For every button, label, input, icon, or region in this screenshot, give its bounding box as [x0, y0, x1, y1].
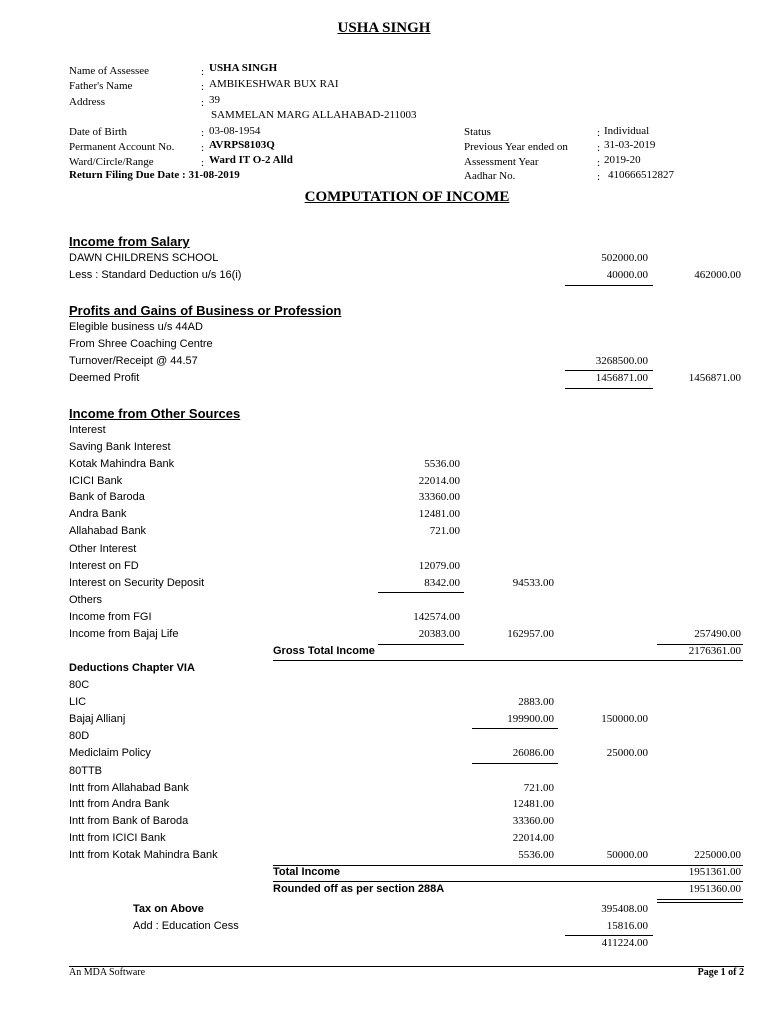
business-line1: Elegible business u/s 44AD — [69, 321, 203, 333]
colon: : — [597, 157, 601, 169]
turnover-label: Turnover/Receipt @ 44.57 — [69, 355, 198, 367]
fd-amount: 12079.00 — [418, 560, 460, 572]
ay-value: 2019-20 — [604, 154, 641, 166]
father-label: Father's Name — [69, 80, 133, 92]
intt-label: Intt from Kotak Mahindra Bank — [69, 849, 218, 861]
security-amount: 8342.00 — [424, 577, 460, 589]
gti-amount: 2176361.00 — [688, 645, 741, 657]
footer-software: An MDA Software — [69, 967, 146, 978]
intt-label: Intt from Allahabad Bank — [69, 782, 189, 794]
colon: : — [201, 66, 205, 78]
page-number: Page 1 of 2 — [697, 967, 744, 978]
divider — [565, 935, 653, 936]
security-label: Interest on Security Deposit — [69, 577, 205, 589]
name-value: USHA SINGH — [209, 62, 278, 74]
ward-value: Ward IT O-2 Alld — [209, 154, 293, 166]
gti-label: Gross Total Income — [273, 645, 375, 657]
mediclaim-label: Mediclaim Policy — [69, 747, 151, 759]
father-value: AMBIKESHWAR BUX RAI — [209, 78, 339, 90]
bank-amount: 12481.00 — [418, 508, 460, 520]
intt-amount: 33360.00 — [512, 815, 554, 827]
bajaj-life-label: Income from Bajaj Life — [69, 628, 179, 640]
lic-label: LIC — [69, 696, 87, 708]
prev-year-label: Previous Year ended on — [464, 141, 568, 153]
salary-section-title: Income from Salary — [69, 234, 190, 249]
pan-value: AVRPS8103Q — [209, 139, 275, 151]
other-section-title: Income from Other Sources — [69, 406, 241, 421]
others-subtotal: 162957.00 — [507, 628, 554, 640]
colon: : — [201, 157, 205, 169]
80d-allowed: 25000.00 — [606, 747, 648, 759]
colon: : — [201, 127, 205, 139]
divider — [378, 592, 464, 593]
bajaj-life-amount: 20383.00 — [418, 628, 460, 640]
80ttb-allowed: 50000.00 — [606, 849, 648, 861]
deductions-title: Deductions Chapter VIA — [69, 662, 195, 674]
other-interest-heading: Other Interest — [69, 543, 137, 555]
deemed-label: Deemed Profit — [69, 372, 140, 384]
status-value: Individual — [604, 125, 650, 137]
computation-heading: COMPUTATION OF INCOME — [304, 189, 510, 205]
fgi-amount: 142574.00 — [413, 611, 460, 623]
salary-deduction-amount: 40000.00 — [606, 269, 648, 281]
fgi-label: Income from FGI — [69, 611, 152, 623]
bajaj-allianz-amount: 199900.00 — [507, 713, 554, 725]
divider — [565, 388, 653, 389]
cess-amount: 15816.00 — [606, 920, 648, 932]
section-80c: 80C — [69, 679, 90, 691]
salary-employer-amount: 502000.00 — [601, 252, 648, 264]
intt-label: Intt from Bank of Baroda — [69, 815, 189, 827]
divider — [472, 763, 558, 764]
intt-amount: 721.00 — [523, 782, 554, 794]
deductions-total: 225000.00 — [694, 849, 741, 861]
bank-label: Andra Bank — [69, 508, 127, 520]
bank-label: Allahabad Bank — [69, 525, 147, 537]
prev-year-value: 31-03-2019 — [604, 139, 656, 151]
total-income-label: Total Income — [273, 866, 341, 878]
bank-label: Bank of Baroda — [69, 491, 145, 503]
divider — [657, 902, 743, 903]
colon: : — [597, 127, 601, 139]
pan-label: Permanent Account No. — [69, 141, 175, 153]
interest-heading: Interest — [69, 424, 106, 436]
colon: : — [597, 171, 601, 183]
bank-label: ICICI Bank — [69, 475, 123, 487]
name-label: Name of Assessee — [69, 65, 150, 77]
dob-label: Date of Birth — [69, 126, 128, 138]
tax-label: Tax on Above — [133, 903, 204, 915]
divider — [472, 728, 558, 729]
ay-label: Assessment Year — [464, 156, 539, 168]
section-80d: 80D — [69, 730, 90, 742]
rounded-amount: 1951360.00 — [688, 883, 741, 895]
others-heading: Others — [69, 594, 103, 606]
colon: : — [201, 81, 205, 93]
colon: : — [201, 97, 205, 109]
ward-label: Ward/Circle/Range — [69, 156, 154, 168]
bajaj-allianz-label: Bajaj Allianj — [69, 713, 126, 725]
80c-allowed: 150000.00 — [601, 713, 648, 725]
fd-label: Interest on FD — [69, 560, 139, 572]
address-label: Address — [69, 96, 106, 108]
divider — [378, 644, 464, 645]
divider — [273, 660, 743, 661]
salary-deduction-label: Less : Standard Deduction u/s 16(i) — [69, 269, 242, 281]
business-section-title: Profits and Gains of Business or Profession — [69, 303, 342, 318]
bank-amount: 721.00 — [429, 525, 460, 537]
rounded-label: Rounded off as per section 288A — [273, 883, 445, 895]
due-date: Return Filing Due Date : 31-08-2019 — [69, 169, 240, 181]
tax-amount: 395408.00 — [601, 903, 648, 915]
tax-total: 411224.00 — [601, 937, 648, 949]
colon: : — [201, 142, 205, 154]
section-80ttb: 80TTB — [69, 765, 103, 777]
deemed-amount: 1456871.00 — [595, 372, 648, 384]
intt-amount: 22014.00 — [512, 832, 554, 844]
intt-amount: 5536.00 — [518, 849, 554, 861]
bank-amount: 33360.00 — [418, 491, 460, 503]
business-line2: From Shree Coaching Centre — [69, 338, 213, 350]
deemed-total: 1456871.00 — [688, 372, 741, 384]
saving-bank-heading: Saving Bank Interest — [69, 441, 171, 453]
bank-label: Kotak Mahindra Bank — [69, 458, 175, 470]
divider — [565, 285, 653, 286]
intt-amount: 12481.00 — [512, 798, 554, 810]
dob-value: 03-08-1954 — [209, 125, 261, 137]
salary-net: 462000.00 — [694, 269, 741, 281]
divider — [565, 370, 653, 371]
lic-amount: 2883.00 — [518, 696, 554, 708]
page-title: USHA SINGH — [337, 20, 431, 36]
cess-label: Add : Education Cess — [133, 920, 239, 932]
divider — [657, 899, 743, 900]
aadhar-label: Aadhar No. — [464, 170, 516, 182]
intt-label: Intt from ICICI Bank — [69, 832, 166, 844]
bank-amount: 5536.00 — [424, 458, 460, 470]
intt-label: Intt from Andra Bank — [69, 798, 170, 810]
other-sources-total: 257490.00 — [694, 628, 741, 640]
colon: : — [597, 142, 601, 154]
salary-employer: DAWN CHILDRENS SCHOOL — [69, 252, 219, 264]
address-line1: 39 — [209, 94, 220, 106]
bank-amount: 22014.00 — [418, 475, 460, 487]
interest-subtotal: 94533.00 — [512, 577, 554, 589]
total-income-amount: 1951361.00 — [688, 866, 741, 878]
address-line2: SAMMELAN MARG ALLAHABAD-211003 — [211, 109, 417, 121]
divider — [273, 881, 743, 882]
turnover-amount: 3268500.00 — [595, 355, 648, 367]
aadhar-value: 410666512827 — [608, 169, 674, 181]
status-label: Status — [464, 126, 491, 138]
mediclaim-amount: 26086.00 — [512, 747, 554, 759]
